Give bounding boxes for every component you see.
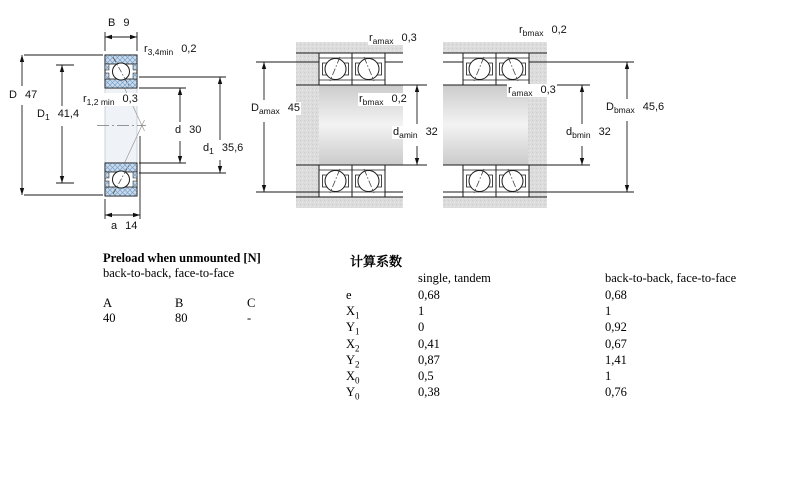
calculation-factors-table — [346, 250, 766, 405]
preload-value-B: 80 — [175, 311, 188, 325]
factors-col2-header: back-to-back, face-to-face — [605, 271, 737, 285]
preload-value-row — [103, 311, 333, 326]
dim-label-r12min: $r_{1,2 min}$ 0,3 — [83, 93, 138, 108]
dim-label-D: D 47 — [9, 89, 38, 101]
face-to-face-pair-drawing — [443, 42, 634, 208]
dim-label-Damax: $D_{amax}$ 45 — [251, 102, 300, 117]
preload-subtitle: back-to-back, face-to-face — [103, 266, 235, 280]
dim-label-d1: $d_1$ 35,6 — [203, 142, 244, 157]
bearing-cross-section — [352, 165, 385, 197]
preload-header-row — [103, 296, 333, 311]
bearing-cross-section — [463, 165, 496, 197]
dim-label-rbmax-right: $r_{bmax}$ 0,2 — [519, 24, 567, 39]
dim-label-rbmax-mid: $r_{bmax}$ 0,2 — [359, 93, 407, 108]
back-to-back-pair-drawing — [256, 42, 427, 208]
dim-label-r34min: $r_{3,4min}$ 0,2 — [144, 43, 197, 58]
factors-col1-header: single, tandem — [418, 271, 491, 285]
dim-label-ramax-mid: $r_{amax}$ 0,3 — [369, 32, 417, 47]
bearing-cross-section — [105, 55, 137, 88]
preload-table — [103, 250, 333, 330]
factors-row: $X_2$ 0,41 0,67 — [346, 336, 627, 354]
factors-row: $X_1$ 1 1 — [346, 304, 612, 321]
preload-header-B: B — [175, 296, 184, 310]
preload-value-A: 40 — [103, 311, 116, 325]
factors-row: $Y_1$ 0 0,92 — [346, 320, 627, 337]
bearing-cross-section — [319, 165, 352, 197]
preload-title: Preload when unmounted [N] — [103, 251, 261, 265]
bearing-cross-section — [496, 165, 529, 197]
dim-label-B: B 9 — [108, 17, 130, 29]
dim-label-d: d 30 — [175, 124, 202, 136]
bearing-cross-section — [319, 53, 352, 85]
factors-row: $Y_0$ 0,38 0,76 — [346, 385, 627, 402]
dim-label-a: a 14 — [111, 220, 138, 232]
bearing-cross-section — [463, 53, 496, 85]
factors-row: $X_0$ 0,5 1 — [346, 368, 612, 386]
dim-label-damin: $d_{amin}$ 32 — [393, 126, 438, 141]
bearing-cross-section — [352, 53, 385, 85]
bearing-cross-section — [496, 53, 529, 85]
dim-label-dbmin: $d_{bmin}$ 32 — [566, 126, 611, 141]
dim-label-Dbmax: $D_{bmax}$ 45,6 — [606, 101, 665, 116]
factors-title: 计算系数 — [350, 254, 403, 269]
bearing-cross-section — [105, 163, 137, 196]
factors-row: $Y_2$ 0,87 1,41 — [346, 352, 627, 370]
preload-value-C: - — [247, 311, 252, 325]
preload-header-A: A — [103, 296, 113, 310]
preload-header-C: C — [247, 296, 256, 310]
factors-row: e 0,68 0,68 — [346, 288, 627, 302]
dim-label-D1: $D_1$ 41,4 — [37, 108, 80, 123]
factors-rows — [346, 288, 766, 401]
dim-label-ramax-right: $r_{amax}$ 0,3 — [508, 84, 556, 99]
